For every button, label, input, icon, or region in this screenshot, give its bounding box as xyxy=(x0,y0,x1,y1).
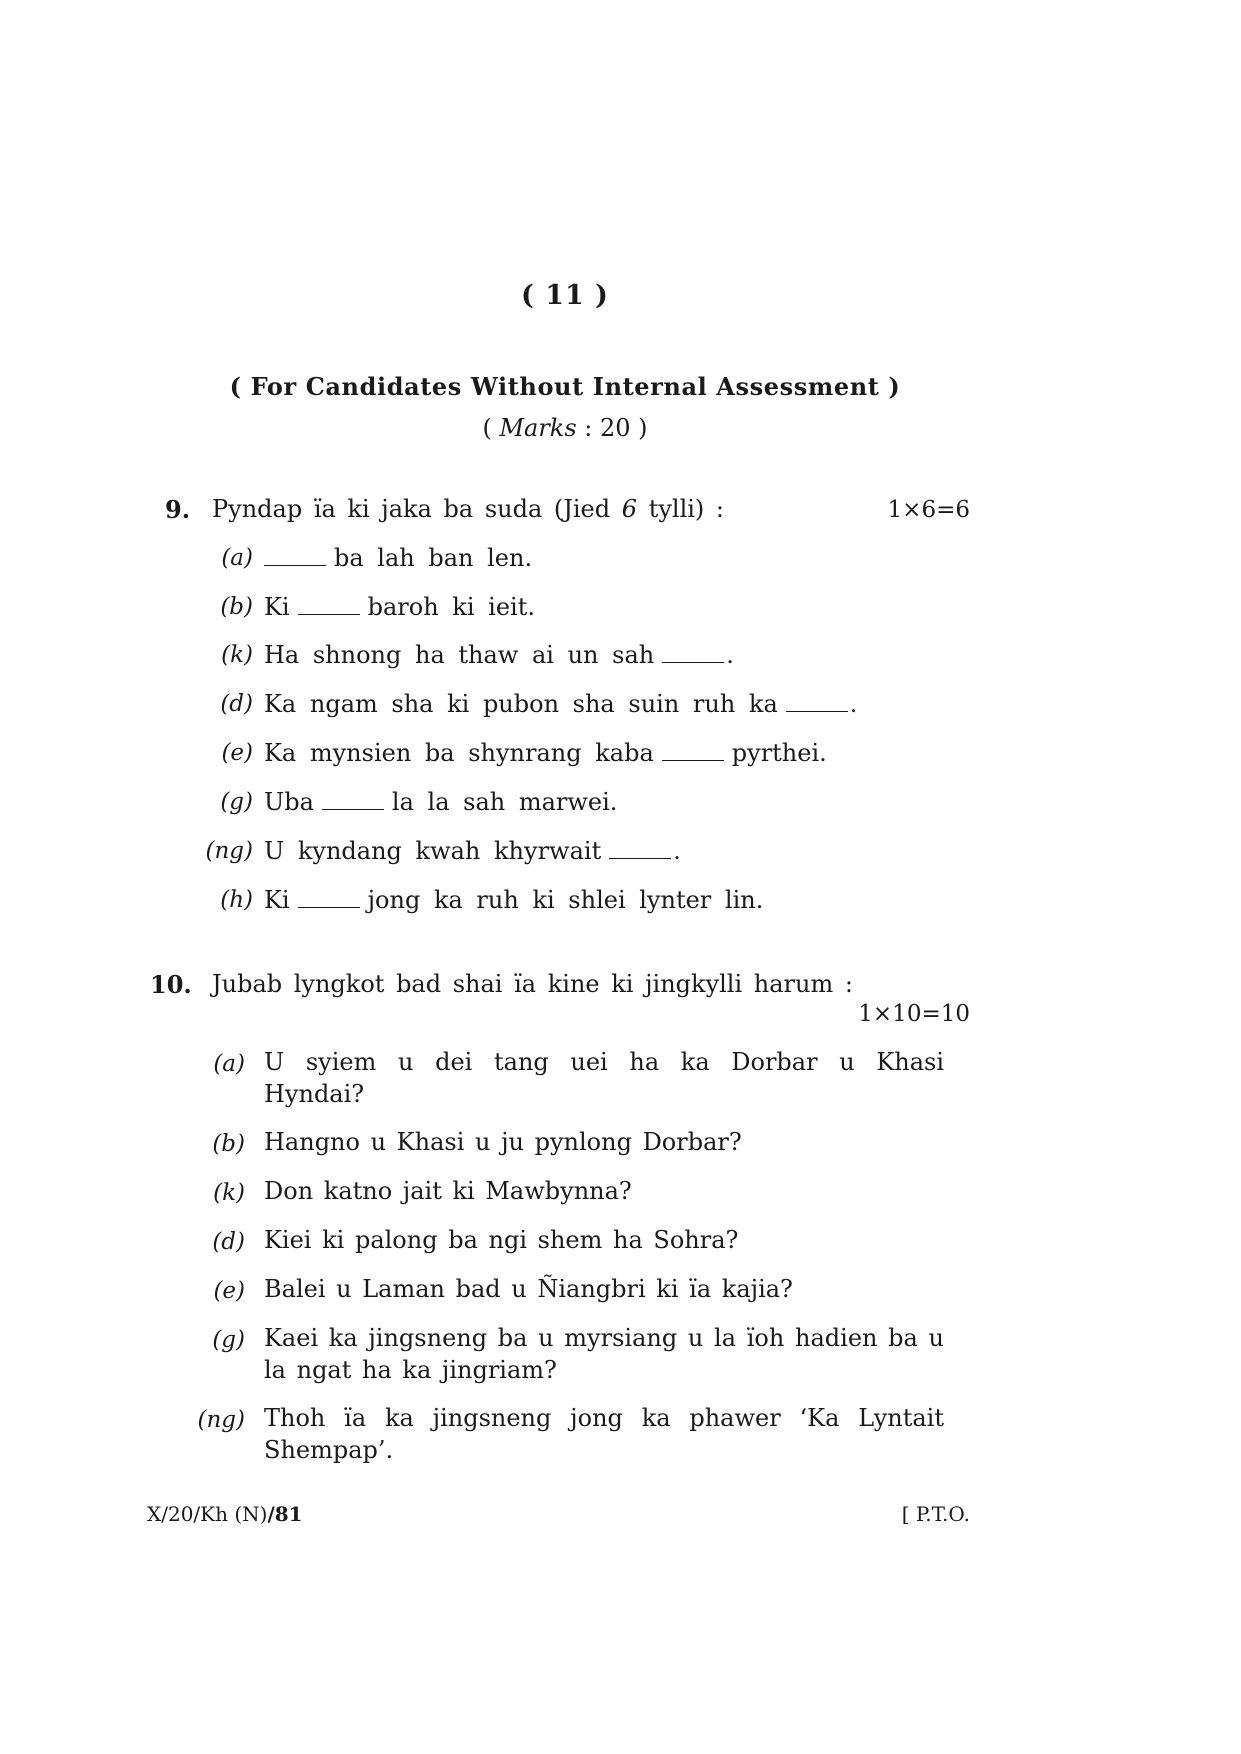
fill-in-blank[interactable] xyxy=(609,842,671,859)
item-label: (a) xyxy=(213,1051,245,1077)
item-label: (d) xyxy=(212,1229,245,1255)
question-9-text-end: tylli) : xyxy=(648,495,724,523)
item-text-after: baroh ki ieit. xyxy=(367,593,535,621)
question-9-number: 9. xyxy=(165,495,191,524)
item-label: (a) xyxy=(221,545,253,571)
item-label: (g) xyxy=(212,1327,245,1353)
item-text-after: . xyxy=(726,641,734,669)
paper-code-prefix: X/20/Kh (N) xyxy=(147,1502,268,1526)
item-label: (ng) xyxy=(197,1407,245,1433)
question-10-marks: 1×10=10 xyxy=(858,1001,970,1027)
item-label: (d) xyxy=(220,691,253,717)
blank-item-k xyxy=(264,641,734,669)
question-9-count: 6 xyxy=(621,495,638,523)
question-item: Hangno u Khasi u ju pynlong Dorbar? xyxy=(264,1128,742,1156)
item-text-before: Uba xyxy=(264,788,314,816)
blank-item-b xyxy=(264,593,535,621)
question-item: Kiei ki palong ba ngi shem ha Sohra? xyxy=(264,1226,739,1254)
item-text-after: . xyxy=(673,837,681,865)
fill-in-blank[interactable] xyxy=(298,891,360,908)
fill-in-blank[interactable] xyxy=(786,695,848,712)
fill-in-blank[interactable] xyxy=(322,793,384,810)
question-item: Don katno jait ki Mawbynna? xyxy=(264,1177,632,1205)
item-label: (b) xyxy=(212,1131,245,1157)
fill-in-blank[interactable] xyxy=(264,549,326,566)
marks-open: ( xyxy=(482,414,500,442)
question-9-marks: 1×6=6 xyxy=(887,497,970,523)
paper-code-suffix: /81 xyxy=(267,1502,303,1526)
section-title: ( For Candidates Without Internal Assessment ) xyxy=(229,372,901,401)
item-text-after: jong ka ruh ki shlei lynter lin. xyxy=(367,886,764,914)
fill-in-blank[interactable] xyxy=(662,744,724,761)
blank-item-ng xyxy=(264,837,681,865)
item-text-after: ba lah ban len. xyxy=(334,544,533,572)
item-label: (g) xyxy=(220,789,253,815)
item-text-before: Ki xyxy=(264,593,290,621)
item-text-before: U kyndang kwah khyrwait xyxy=(264,837,602,865)
item-label: (k) xyxy=(213,1180,245,1206)
blank-item-d xyxy=(264,690,857,718)
item-text-after: . xyxy=(849,690,858,718)
page-number: ( 11 ) xyxy=(521,280,609,311)
item-text-before: Ka mynsien ba shynrang kaba xyxy=(264,739,654,767)
question-9-text-main: Pyndap ïa ki jaka ba suda (Jied xyxy=(212,495,611,523)
item-label: (h) xyxy=(220,887,253,913)
question-10-number: 10. xyxy=(150,970,192,999)
marks-value: : 20 ) xyxy=(576,414,648,442)
item-text-after: pyrthei. xyxy=(731,739,827,767)
item-label: (k) xyxy=(221,642,253,668)
fill-in-blank[interactable] xyxy=(298,598,360,615)
blank-item-g xyxy=(264,788,617,816)
question-10-text: Jubab lyngkot bad shai ïa kine ki jingkylli harum : xyxy=(212,970,853,998)
item-text-before: Ka ngam sha ki pubon sha suin ruh ka xyxy=(264,690,778,718)
item-text-before: Ki xyxy=(264,886,290,914)
item-text-before: Ha shnong ha thaw ai un sah xyxy=(264,641,655,669)
question-9-text xyxy=(212,495,724,523)
item-label: (b) xyxy=(220,594,253,620)
question-item: U syiem u dei tang uei ha ka Dorbar u Khasi Hyndai? xyxy=(264,1048,944,1108)
blank-item-e xyxy=(264,739,827,767)
please-turn-over: [ P.T.O. xyxy=(901,1502,970,1526)
question-item: Thoh ïa ka jingsneng jong ka phawer ‘Ka Lyntait Shempap’. xyxy=(264,1404,944,1464)
blank-item-a xyxy=(264,544,532,572)
fill-in-blank[interactable] xyxy=(662,646,724,663)
blank-item-h xyxy=(264,886,763,914)
item-label: (e) xyxy=(213,1278,245,1304)
marks-label: Marks xyxy=(499,414,577,442)
question-item: Balei u Laman bad u Ñiangbri ki ïa kajia? xyxy=(264,1275,793,1303)
section-marks xyxy=(0,414,1130,442)
item-label: (ng) xyxy=(205,838,253,864)
item-text-after: la la sah marwei. xyxy=(391,788,618,816)
item-label: (e) xyxy=(221,740,253,766)
paper-code xyxy=(147,1502,303,1526)
question-item: Kaei ka jingsneng ba u myrsiang u la ïoh hadien ba u la ngat ha ka jingriam? xyxy=(264,1324,944,1384)
